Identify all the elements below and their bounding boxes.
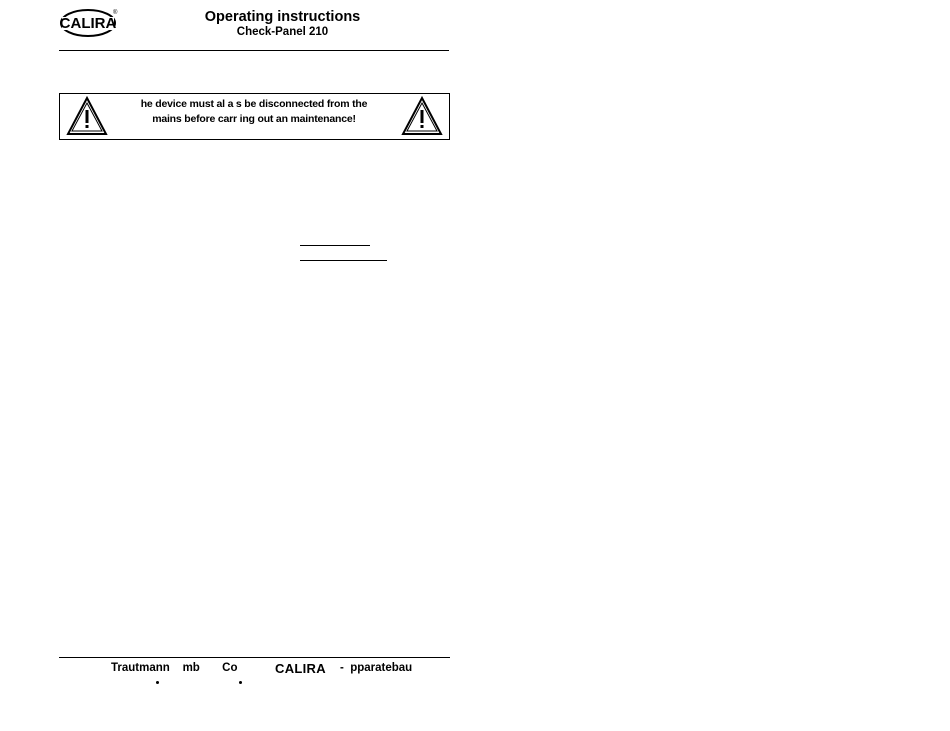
warning-text <box>120 97 388 127</box>
header-divider <box>59 50 449 51</box>
svg-text:CALIRA: CALIRA <box>59 15 117 32</box>
warning-line-1: he device must al a s be disconnected from the <box>140 98 368 110</box>
svg-text:CALIRA: CALIRA <box>275 661 326 676</box>
footer-dot <box>156 681 159 684</box>
document-title: Operating instructions <box>204 9 361 25</box>
warning-line-2: mains before carr ing out an maintenance! <box>152 113 356 125</box>
footer-company-suffix: - pparatebau <box>340 662 413 674</box>
warning-box <box>59 93 450 140</box>
footer-divider <box>59 657 450 658</box>
footer-company-name: Trautmann mb Co <box>111 662 238 674</box>
blank-line-2 <box>300 260 387 261</box>
warning-triangle-icon <box>66 96 108 136</box>
blank-line-1 <box>300 245 370 246</box>
footer-brand-logo <box>275 661 341 677</box>
calira-logo <box>59 8 119 38</box>
document-subtitle: Check-Panel 210 <box>236 26 329 38</box>
svg-text:®: ® <box>113 10 118 16</box>
warning-triangle-icon <box>401 96 443 136</box>
footer-dot <box>239 681 242 684</box>
